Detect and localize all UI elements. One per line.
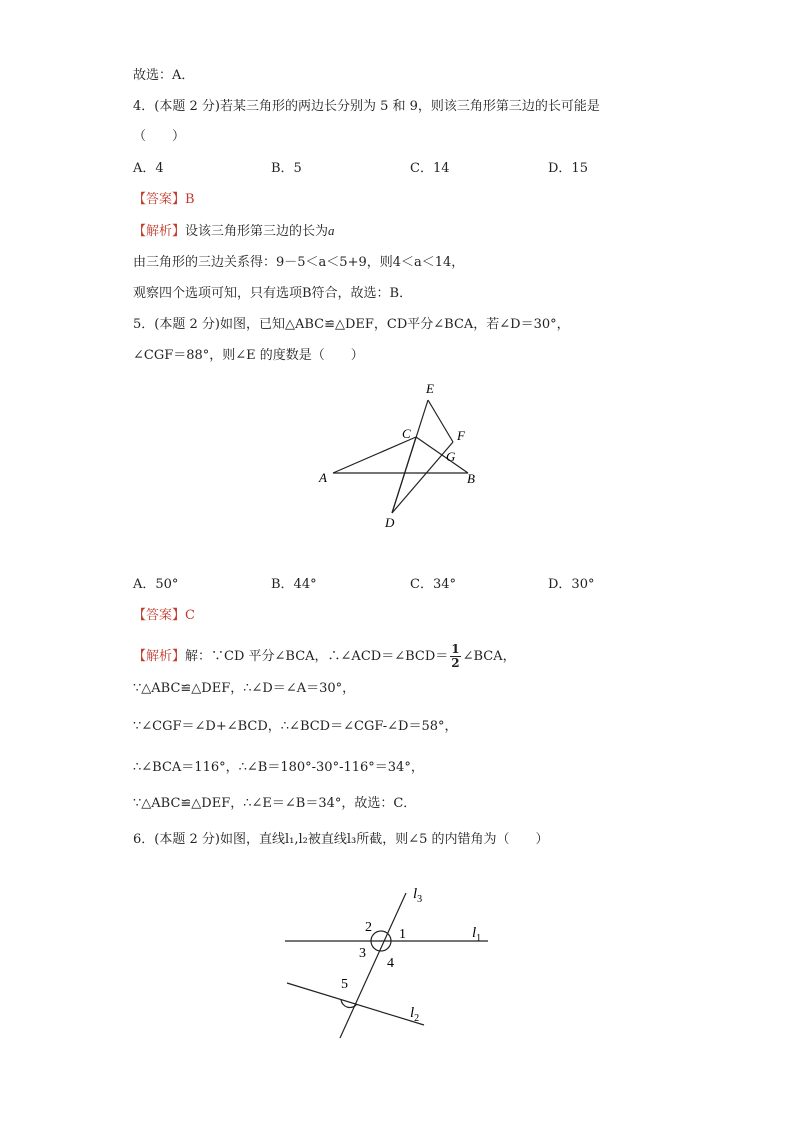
label-e: E — [426, 381, 434, 396]
angle-label-1: 1 — [399, 927, 406, 942]
angle-label-4: 4 — [387, 956, 394, 971]
label-c: C — [402, 426, 411, 441]
q5-analysis-line3: ∵∠CGF＝∠D+∠BCD，∴∠BCD＝∠CGF-∠D＝58°， — [133, 719, 458, 734]
q6-stem: 6．(本题 2 分)如图，直线l₁,l₂被直线l₃所截，则∠5 的内错角为（ ） — [133, 832, 549, 847]
q5-answer-tag: 【答案】 — [133, 608, 186, 623]
q4-analysis-text: 设该三角形第三边的长为 — [185, 224, 329, 239]
previous-conclusion: 故选：A． — [133, 68, 195, 83]
q5-option-a: A．50° — [133, 577, 179, 592]
label-g: G — [446, 449, 456, 464]
q4-stem-line1: 4．(本题 2 分)若某三角形的两边长分别为 5 和 9，则该三角形第三边的长可能是 — [133, 99, 600, 114]
q4-option-d: D．15 — [548, 161, 588, 176]
angle-label-5: 5 — [341, 977, 348, 992]
label-l3: $l_3$ — [413, 886, 423, 905]
q4-option-c: C．14 — [410, 161, 450, 176]
q4-answer-tag: 【答案】 — [133, 192, 186, 207]
q5-analysis-line4: ∴∠BCA＝116°，∴∠B＝180°-30°-116°＝34°， — [133, 760, 424, 775]
fraction-numerator: 1 — [451, 642, 460, 656]
label-a: A — [319, 470, 327, 485]
q5-analysis-line2: ∵△ABC≌△DEF，∴∠D＝∠A＝30°， — [133, 681, 356, 696]
q4-analysis-tag: 【解析】 — [133, 224, 186, 239]
q4-option-b: B．5 — [271, 161, 302, 176]
label-b: B — [467, 471, 475, 486]
label-l1: $l_1$ — [472, 925, 482, 944]
q4-stem-line2: （ ） — [133, 129, 186, 144]
q5-analysis-line5: ∵△ABC≌△DEF，∴∠E＝∠B＝34°，故选：C． — [133, 796, 417, 811]
q5-analysis-text-a: 解：∵CD 平分∠BCA，∴∠ACD＝∠BCD＝ — [185, 649, 449, 664]
q4-analysis-line2: 由三角形的三边关系得：9－5＜a＜5+9，则4＜a＜14， — [133, 255, 465, 270]
q5-stem-line2: ∠CGF＝88°，则∠E 的度数是（ ） — [133, 348, 364, 363]
q4-analysis-var: a — [328, 223, 335, 238]
fraction-denominator: 2 — [451, 656, 460, 670]
q5-option-c: C．34° — [410, 577, 456, 592]
q4-answer: B — [185, 192, 195, 207]
q5-stem-line1: 5．(本题 2 分)如图，已知△ABC≌△DEF，CD平分∠BCA，若∠D＝30°， — [133, 317, 570, 332]
q5-answer: C — [185, 608, 195, 623]
angle-label-2: 2 — [365, 920, 372, 935]
label-f: F — [457, 428, 465, 443]
q5-analysis-tag: 【解析】 — [133, 649, 186, 664]
angle-label-3: 3 — [359, 946, 366, 961]
label-d: D — [385, 515, 395, 530]
label-l2: $l_2$ — [410, 1005, 420, 1024]
q5-option-b: B．44° — [271, 577, 317, 592]
q4-option-a: A．4 — [133, 161, 164, 176]
q4-analysis-line3: 观察四个选项可知，只有选项B符合，故选：B． — [133, 286, 413, 301]
q5-analysis-text-b: ∠BCA， — [462, 649, 516, 664]
q5-option-d: D．30° — [548, 577, 595, 592]
